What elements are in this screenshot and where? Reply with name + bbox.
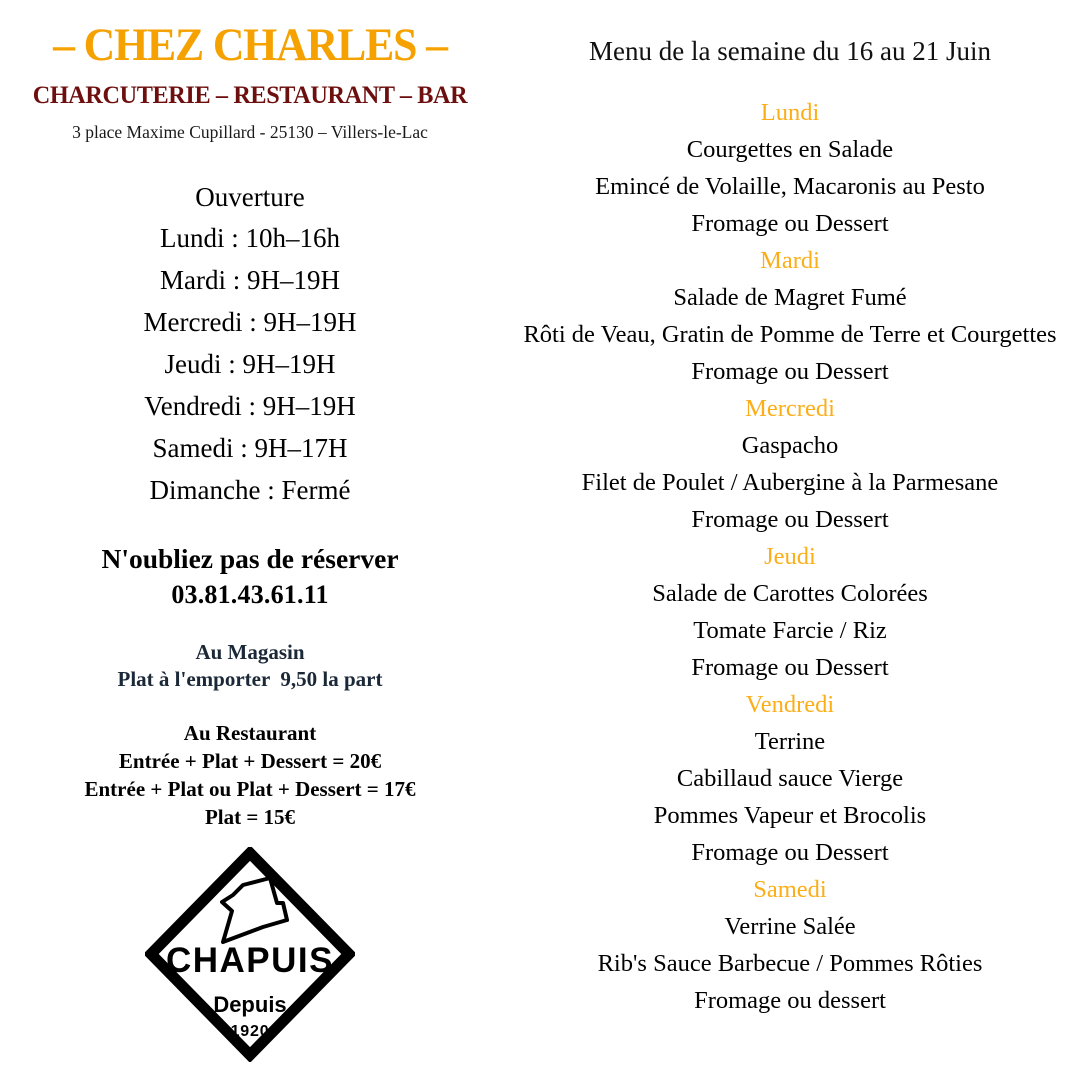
weekly-menu-list	[500, 94, 1080, 1019]
logo-brand-name: CHAPUIS	[165, 941, 335, 980]
opening-hours-row: Mercredi : 9H–19H	[143, 307, 357, 337]
right-column	[500, 0, 1080, 1080]
dish-item: Fromage ou Dessert	[691, 210, 889, 237]
brand-address: 3 place Maxime Cupillard - 25130 – Villers-le-Lac	[72, 121, 428, 142]
day-heading: Vendredi	[745, 691, 835, 718]
menu-day-jeudi	[500, 538, 1080, 686]
menu-day-mercredi	[500, 390, 1080, 538]
shop-title: Au Magasin	[195, 640, 305, 664]
dish-item: Fromage ou Dessert	[691, 506, 889, 533]
dish-item: Fromage ou Dessert	[691, 358, 889, 385]
dish-item: Verrine Salée	[724, 913, 856, 940]
reservation-title: N'oubliez pas de réserver	[101, 543, 399, 574]
day-heading: Samedi	[753, 876, 827, 903]
menu-day-samedi	[500, 871, 1080, 1019]
menu-day-vendredi	[500, 686, 1080, 871]
shop-pricing-block	[0, 639, 500, 693]
week-menu-title: Menu de la semaine du 16 au 21 Juin	[589, 36, 991, 66]
dish-item: Pommes Vapeur et Brocolis	[653, 802, 927, 829]
brand-title: – CHEZ CHARLES –	[53, 19, 447, 71]
restaurant-title: Au Restaurant	[183, 721, 317, 745]
logo-since-label: Depuis	[213, 992, 287, 1017]
brand-subtitle: CHARCUTERIE – RESTAURANT – BAR	[32, 80, 468, 109]
dish-item: Courgettes en Salade	[686, 136, 894, 163]
day-heading: Jeudi	[764, 543, 816, 570]
restaurant-price-line: Entrée + Plat ou Plat + Dessert = 17€	[84, 777, 416, 801]
logo-since-year: 1920	[230, 1023, 270, 1040]
dish-item: Gaspacho	[741, 432, 839, 459]
day-heading: Mercredi	[745, 395, 835, 422]
restaurant-pricing-block	[0, 719, 500, 831]
dish-item: Salade de Magret Fumé	[673, 284, 907, 311]
opening-hours-row: Lundi : 10h–16h	[160, 223, 340, 253]
dish-item: Rib's Sauce Barbecue / Pommes Rôties	[597, 950, 983, 977]
opening-hours-row: Jeudi : 9H–19H	[164, 349, 336, 379]
chapuis-logo-svg	[145, 847, 355, 1062]
dish-item: Salade de Carottes Colorées	[652, 580, 928, 607]
opening-hours-block	[0, 177, 500, 511]
dish-item: Cabillaud sauce Vierge	[676, 765, 904, 792]
dish-item: Emincé de Volaille, Macaronis au Pesto	[595, 173, 985, 200]
restaurant-price-line: Plat = 15€	[204, 805, 296, 829]
dish-item: Fromage ou dessert	[694, 987, 886, 1014]
day-heading: Mardi	[760, 247, 820, 274]
dish-item: Rôti de Veau, Gratin de Pomme de Terre et Courgettes	[523, 321, 1057, 348]
dish-item: Fromage ou Dessert	[691, 839, 889, 866]
dish-item: Terrine	[754, 728, 826, 755]
dish-item: Filet de Poulet / Aubergine à la Parmesane	[581, 469, 999, 496]
menu-day-mardi	[500, 242, 1080, 390]
dish-item: Fromage ou Dessert	[691, 654, 889, 681]
opening-hours-row: Dimanche : Fermé	[149, 475, 351, 505]
opening-hours-row: Vendredi : 9H–19H	[144, 391, 356, 421]
left-column	[0, 0, 500, 1080]
restaurant-price-line: Entrée + Plat + Dessert = 20€	[118, 749, 382, 773]
shop-takeaway-price: Plat à l'emporter 9,50 la part	[117, 667, 383, 691]
chapuis-logo	[0, 847, 500, 1062]
reservation-block	[0, 541, 500, 613]
day-heading: Lundi	[760, 99, 820, 126]
opening-hours-row: Mardi : 9H–19H	[160, 265, 340, 295]
menu-day-lundi	[500, 94, 1080, 242]
opening-hours-title: Ouverture	[195, 182, 305, 212]
opening-hours-row: Samedi : 9H–17H	[152, 433, 348, 463]
reservation-phone-number[interactable]: 03.81.43.61.11	[171, 580, 329, 609]
dish-item: Tomate Farcie / Riz	[693, 617, 887, 644]
